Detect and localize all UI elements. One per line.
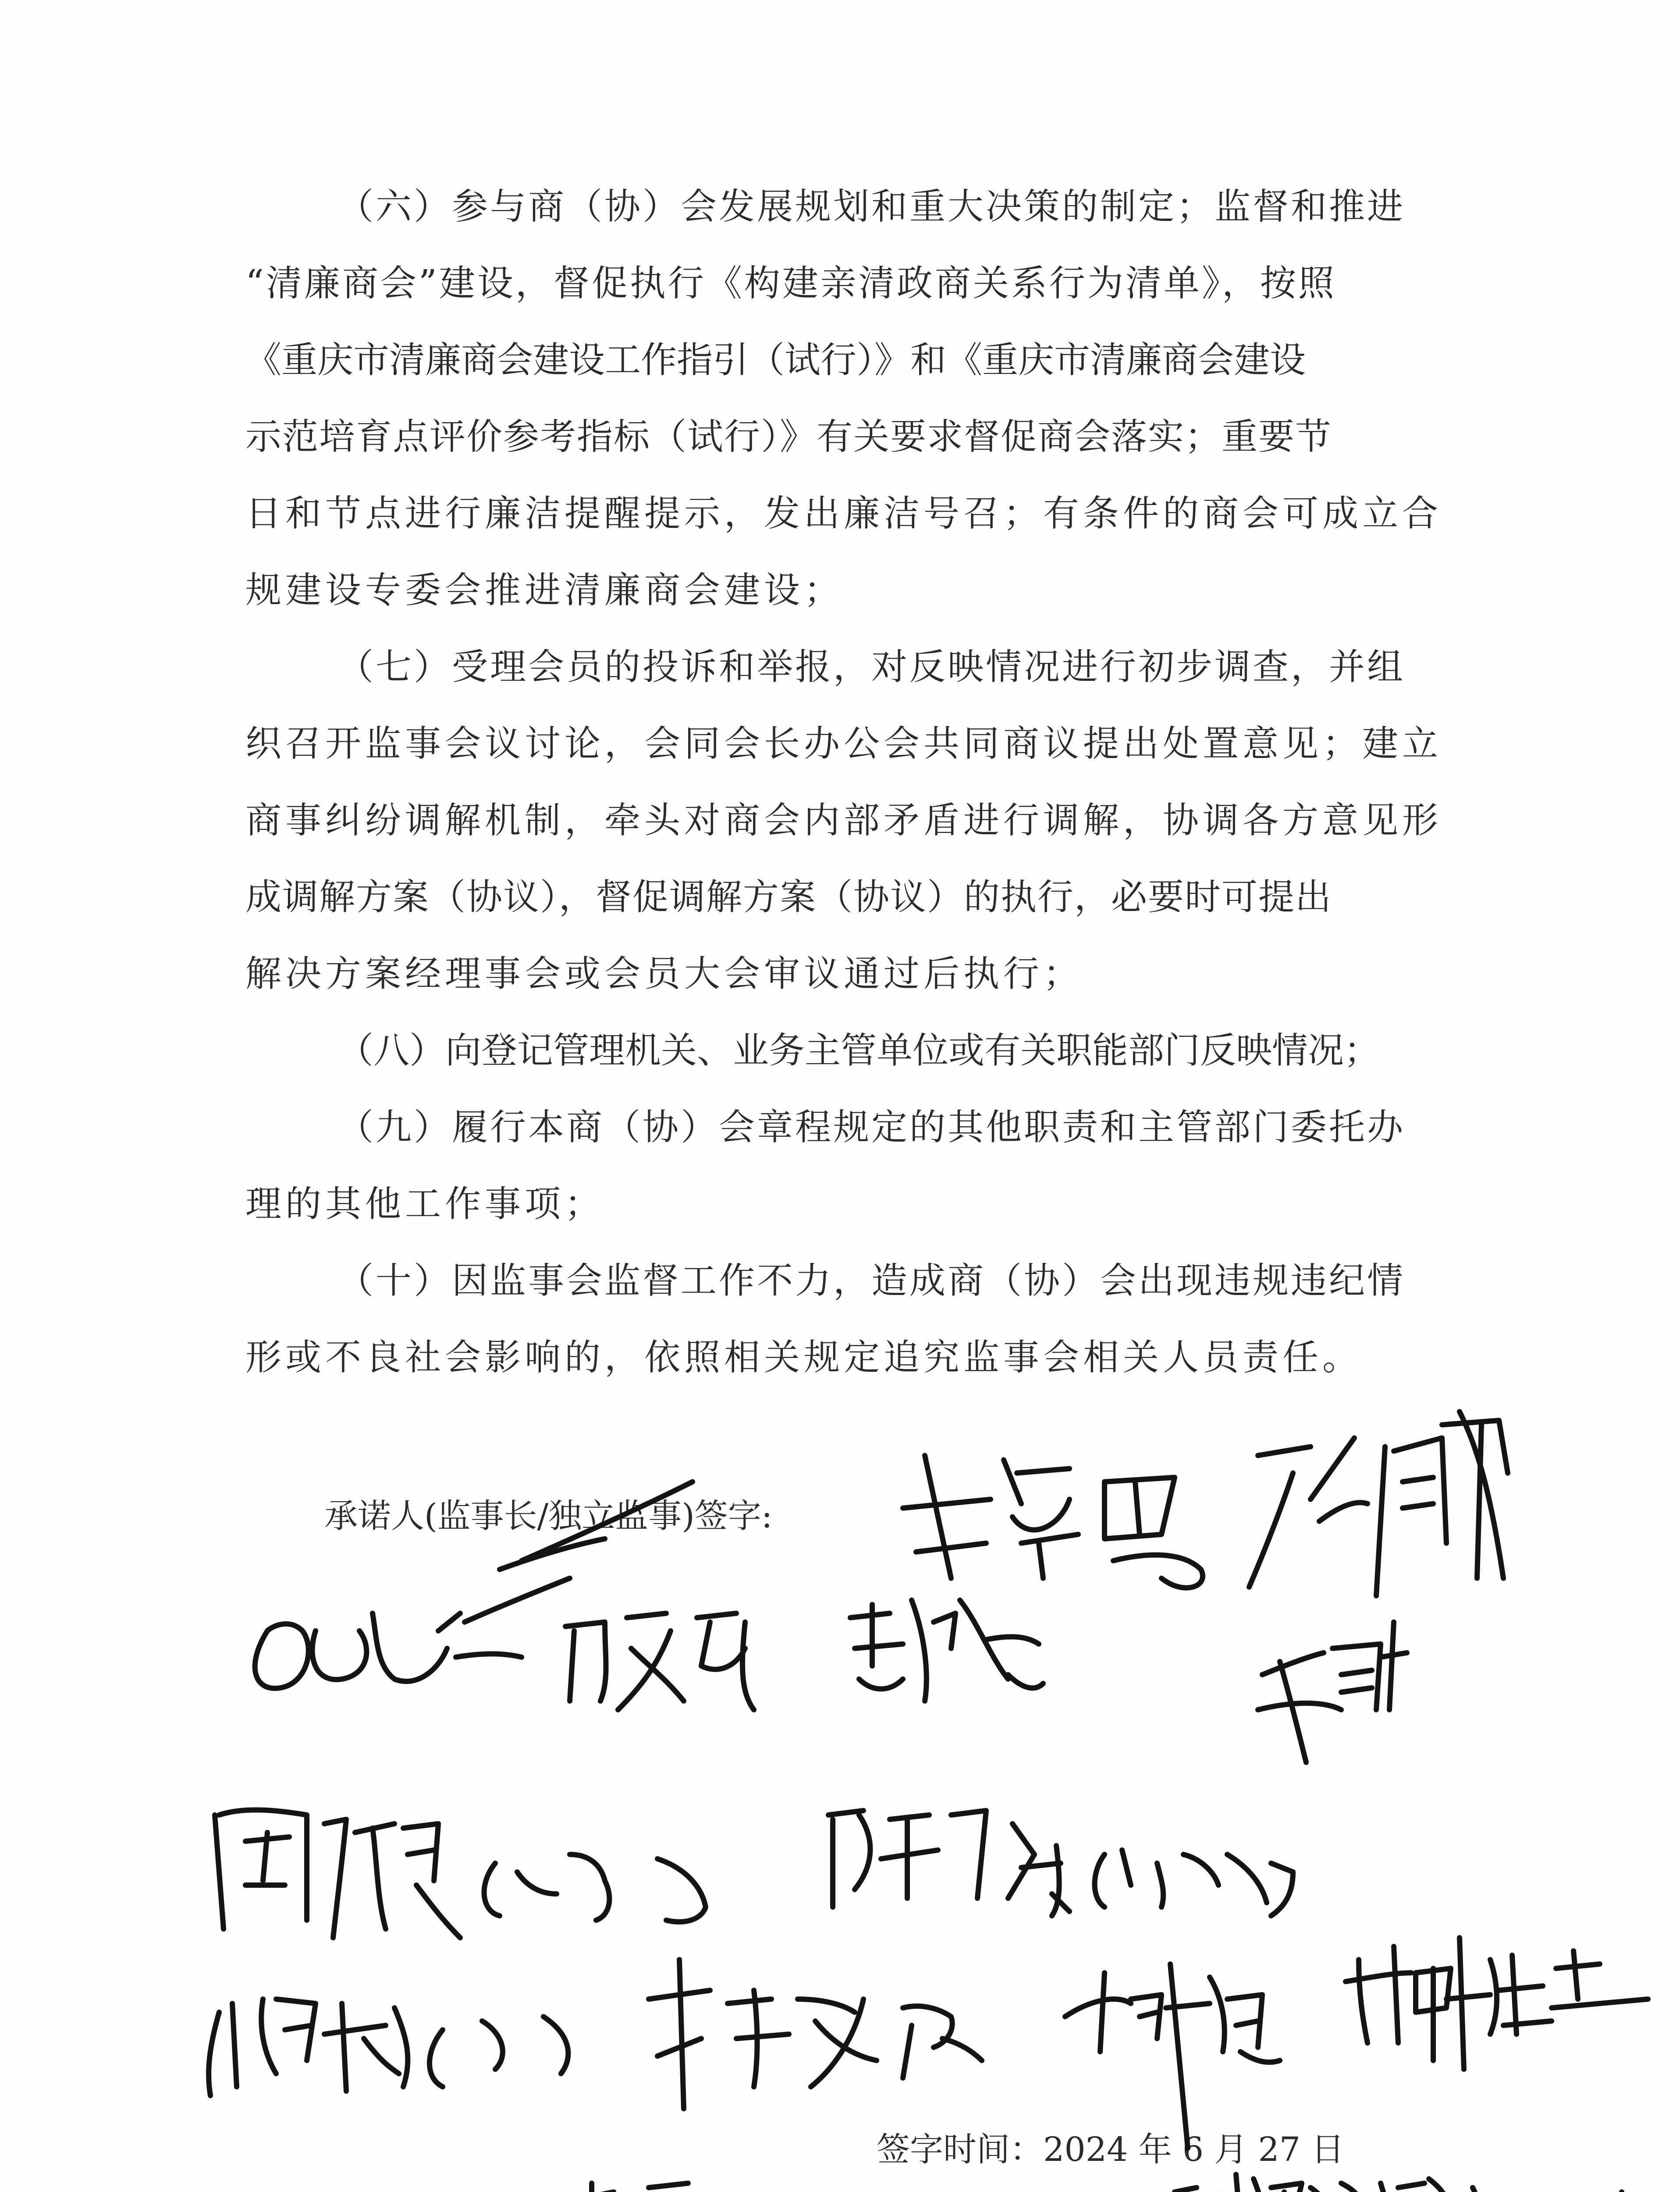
clause-7-line-2: 织召开监事会议讨论，会同会长办公会共同商议提出处置意见；建立: [245, 723, 1442, 765]
clause-8-line-1: （八）向登记管理机关、业务主管单位或有关职能部门反映情况；: [337, 1030, 1380, 1071]
clause-6-line-6: 规建设专委会推进清廉商会建设；: [245, 569, 844, 611]
signature-4: [565, 1613, 754, 1710]
clause-9-line-1: （九）履行本商（协）会章程规定的其他职责和主管部门委托办: [337, 1107, 1406, 1148]
clause-6-line-4: 示范培育点评价参考指标（试行）》有关要求督促商会落实；重要节: [245, 416, 1332, 458]
clause-6-line-3: 《重庆市清廉商会建设工作指引（试行）》和《重庆市清廉商会建设: [245, 339, 1306, 381]
signature-7: [215, 1810, 706, 1938]
clause-9-line-2: 理的其他工作事项；: [245, 1183, 605, 1225]
signature-9: [209, 1999, 568, 2096]
clause-7-line-1: （七）受理会员的投诉和举报，对反映情况进行初步调查，并组: [337, 646, 1406, 688]
signature-16: [1170, 2174, 1479, 2192]
signing-date: 签字时间：2024 年 6 月 27 日: [877, 2130, 1345, 2169]
signature-8: [828, 1811, 1293, 1916]
signature-6: [1258, 1622, 1407, 1762]
signature-3: [255, 1482, 693, 1688]
clause-7-line-3: 商事纠纷调解机制，牵头对商会内部矛盾进行调解，协调各方意见形: [245, 800, 1442, 841]
clause-7-line-5: 解决方案经理事会或会员大会审议通过后执行；: [245, 953, 1083, 995]
clause-6-line-5: 日和节点进行廉洁提醒提示，发出廉洁号召；有条件的商会可成立合: [245, 493, 1442, 534]
signature-5: [850, 1600, 1043, 1701]
clause-7-line-4: 成调解方案（协议），督促调解方案（协议）的执行，必要时可提出: [245, 876, 1332, 918]
signature-1: [903, 1455, 1203, 1588]
signature-10: [649, 1960, 982, 2109]
pledge-signature-label: 承诺人(监事长/独立监事)签字:: [324, 1496, 773, 1535]
clause-10-line-2: 形或不良社会影响的，依照相关规定追究监事会相关人员责任。: [245, 1337, 1363, 1378]
clause-6-line-2: “清廉商会”建设，督促执行《构建亲清政商关系行为清单》，按照: [245, 263, 1336, 304]
clause-10-line-1: （十）因监事会监督工作不力，造成商（协）会出现违规违纪情: [337, 1260, 1406, 1302]
signature-12: [1346, 1938, 1648, 2069]
signature-11: [1065, 1964, 1280, 2148]
signature-14: [570, 2183, 693, 2192]
signature-2: [1249, 1412, 1508, 1596]
clause-6-line-1: （六）参与商（协）会发展规划和重大决策的制定；监督和推进: [337, 186, 1406, 228]
